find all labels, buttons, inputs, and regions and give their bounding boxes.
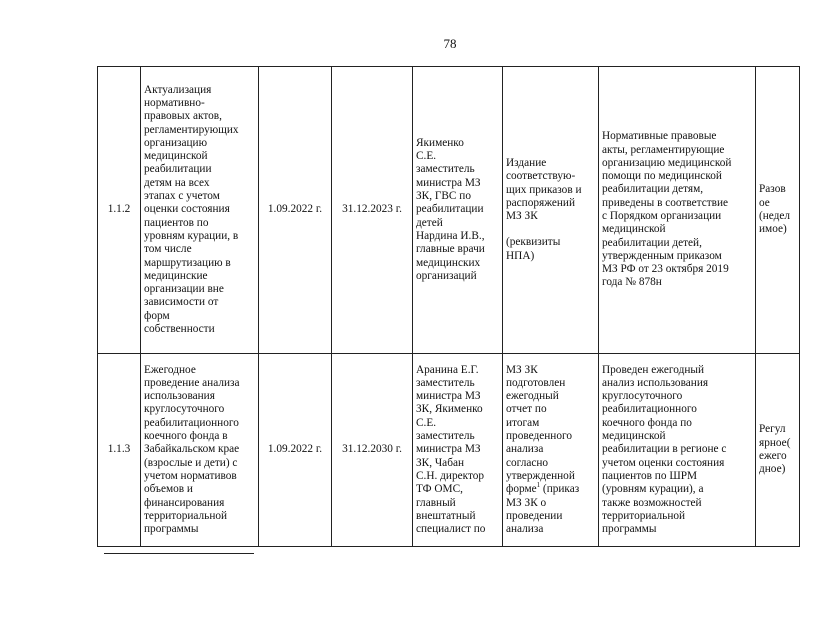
footnote-mark[interactable]: 1: [536, 481, 541, 490]
responsible-persons: Аранина Е.Г. заместитель министра МЗ ЗК, Якименко С.Е. заместитель министра МЗ ЗК, Чабан С.Н. директор ТФ ОМС, главный внештатный специалист по: [413, 354, 503, 547]
start-date: 1.09.2022 г.: [259, 67, 332, 354]
item-number: 1.1.3: [98, 354, 141, 547]
completion-form: МЗ ЗК подготовлен ежегодный отчет по итогам проведенного анализа согласно утвержденной форме$^1$ (приказ МЗ ЗК о проведении анализа: [503, 354, 599, 547]
footnote-separator: [104, 553, 254, 554]
expected-result: Нормативные правовые акты, регламентирующие организацию медицинской помощи по медицинской реабилитации детям, приведены в соответствие с Порядком организации медицинской реабилитации детей, утвержденным приказом МЗ РФ от 23 октября 2019 года № 878н: [599, 67, 756, 354]
frequency: Регул ярное( ежего дное): [756, 354, 800, 547]
measure-description: Ежегодное проведение анализа использования круглосуточного реабилитационного коечного фонда в Забайкальском крае (взрослые и дети) с учетом нормативов объемов и финансирования территориальной программы: [141, 354, 259, 547]
responsible-persons: Якименко С.Е. заместитель министра МЗ ЗК, ГВС по реабилитации детей Нардина И.В., главные врачи медицинских организаций: [413, 67, 503, 354]
end-date: 31.12.2030 г.: [332, 354, 413, 547]
completion-form: Издание соответствую- щих приказов и распоряжений МЗ ЗК (реквизиты НПА): [503, 67, 599, 354]
page-number: 78: [443, 36, 457, 51]
measures-table: [97, 66, 800, 547]
table-row: [98, 354, 800, 547]
item-number: 1.1.2: [98, 67, 141, 354]
end-date: 31.12.2023 г.: [332, 67, 413, 354]
measure-description: Актуализация нормативно- правовых актов, регламентирующих организацию медицинской реабилитации детям на всех этапах с учетом оценки состояния пациентов по уровням курации, в том числе маршрутизацию в медицинские организации вне зависимости от форм собственности: [141, 67, 259, 354]
start-date: 1.09.2022 г.: [259, 354, 332, 547]
table-row: [98, 67, 800, 354]
expected-result: Проведен ежегодный анализ использования круглосуточного реабилитационного коечного фонда по медицинской реабилитации в регионе с учетом оценки состояния пациентов по ШРМ (уровням курации), а также возможностей территориальной программы: [599, 354, 756, 547]
frequency: Разов ое (недел имое): [756, 67, 800, 354]
